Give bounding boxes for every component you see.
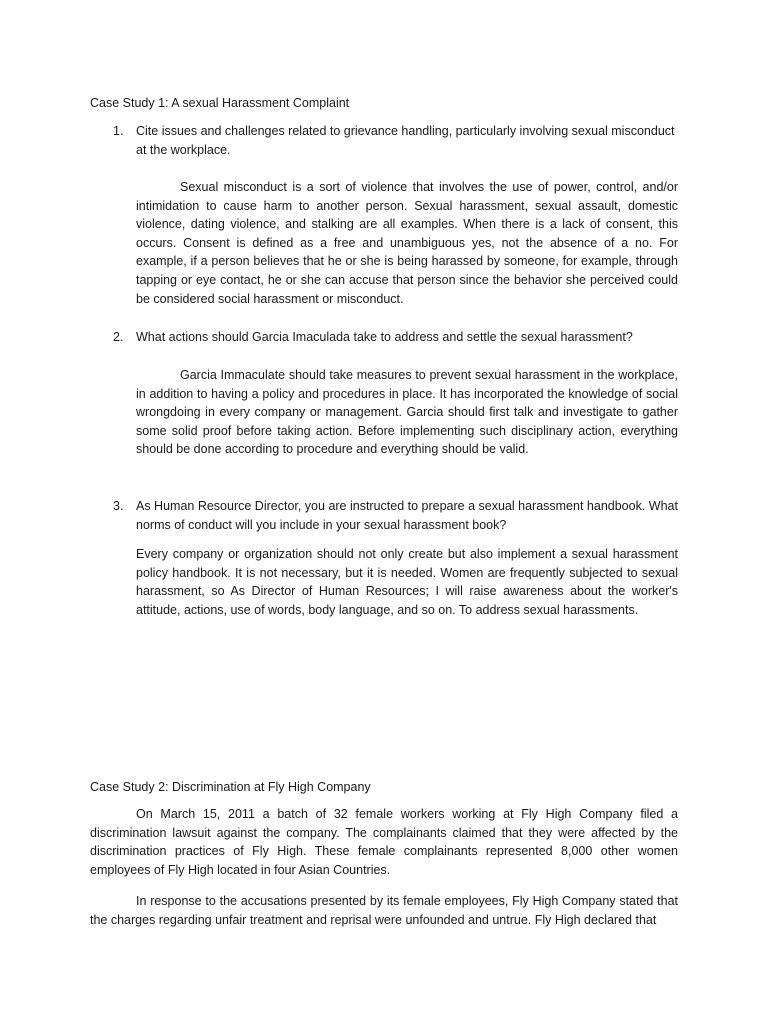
case-2-paragraph-2: In response to the accusations presented by its female employees, Fly High Company stated that the charges regarding unfair treatment and reprisal were unfounded and untrue. Fly High declared that — [90, 894, 678, 927]
answer-3: Every company or organization should not only create but also implement a sexual harassment policy handbook. It is not necessary, but it is needed. Women are frequently subjected to sexual harassment, so As Director of Human Resources; I will raise awareness about the worker's attitude, actions, use of words, body language, and so on. To address sexual harassments. — [136, 547, 678, 617]
case-study-1-title: Case Study 1: A sexual Harassment Complaint — [90, 96, 350, 110]
question-3 — [90, 497, 678, 534]
question-1-text: Cite issues and challenges related to grievance handling, particularly involving sexual misconduct at the workplace. — [136, 124, 675, 157]
question-2-number: 2. — [113, 330, 124, 344]
question-2 — [90, 328, 678, 347]
question-1 — [90, 122, 678, 159]
case-study-2-title: Case Study 2: Discrimination at Fly High Company — [90, 780, 371, 794]
question-3-number: 3. — [113, 499, 124, 513]
answer-1: Sexual misconduct is a sort of violence that involves the use of power, control, and/or intimidation to cause harm to another person. Sexual harassment, sexual assault, domestic violence, dating violence, and stalking are all examples. When there is a lack of consent, this occurs. Consent is defined as a free and unambiguous yes, not the absence of a no. For example, if a person believes that he or she is being harassed by someone, for example, through tapping or eye contact, he or she can accuse that person since the behavior she perceived could be considered social harassment or misconduct. — [136, 180, 678, 306]
case-2-paragraph-1: On March 15, 2011 a batch of 32 female workers working at Fly High Company filed a discrimination lawsuit against the company. The complainants claimed that they were affected by the discrimination practices of Fly High. These female complainants represented 8,000 other women employees of Fly High located in four Asian Countries. — [90, 807, 678, 877]
question-3-text: As Human Resource Director, you are instructed to prepare a sexual harassment handbook. What norms of conduct will you include in your sexual harassment book? — [136, 499, 678, 532]
answer-2: Garcia Immaculate should take measures to prevent sexual harassment in the workplace, in addition to having a policy and procedures in place. It has incorporated the knowledge of social wrongdoing in every company or management. Garcia should first talk and investigate to gather some solid proof before taking action. Before implementing such disciplinary action, everything should be done according to procedure and everything should be valid. — [136, 368, 678, 457]
question-1-number: 1. — [113, 124, 124, 138]
question-2-text: What actions should Garcia Imaculada take to address and settle the sexual harassment? — [136, 330, 633, 344]
